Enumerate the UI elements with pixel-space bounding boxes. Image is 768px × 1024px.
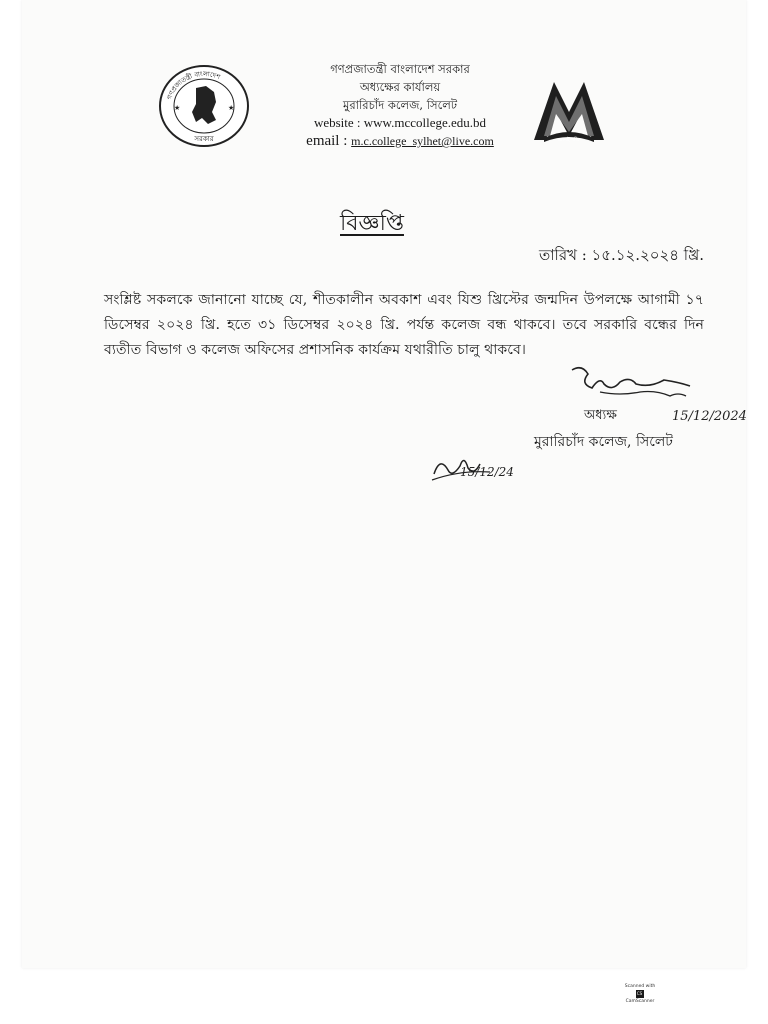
website-label: website : <box>313 115 364 130</box>
email-label: email : <box>306 133 352 149</box>
initials-signature <box>430 446 530 492</box>
header-government: গণপ্রজাতন্ত্রী বাংলাদেশ সরকার <box>330 62 470 76</box>
notice-title: বিজ্ঞপ্তি <box>340 211 404 236</box>
scanner-watermark <box>622 984 658 1014</box>
header-office: অধ্যক্ষের কার্যালয় <box>359 80 441 94</box>
svg-text:★: ★ <box>174 104 181 112</box>
notice-date: তারিখ : ১৫.১২.২০২৪ খ্রি. <box>538 246 704 264</box>
government-seal-icon <box>156 64 252 148</box>
website-value: www.mccollege.edu.bd <box>363 115 487 130</box>
seal-bottom-text: সরকার <box>194 135 214 143</box>
letterhead <box>240 60 560 150</box>
notice-body: সংশ্লিষ্ট সকলকে জানানো যাচ্ছে যে, শীতকালীন অবকাশ এবং যিশু খ্রিস্টের জন্মদিন উপলক্ষে আগামী ১৭ ডিসেম্বর ২০২৪ খ্রি. হতে ৩১ ডিসেম্বর ২০২৪ খ্রি. পর্যন্ত কলেজ বন্ধ থাকবে। তবে সরকারি বন্ধের দিন ব্যতীত বিভাগ ও কলেজ অফিসের প্রশাসনিক কার্যক্রম যথারীতি চালু থাকবে। <box>104 292 704 358</box>
header-email <box>240 132 560 150</box>
email-value: m.c.college_sylhet@live.com <box>351 134 494 148</box>
svg-text:★: ★ <box>228 104 235 112</box>
header-website <box>240 114 560 132</box>
college-logo-icon <box>530 78 608 144</box>
initials-date: 15/12/24 <box>460 465 514 479</box>
signature-date: 15/12/2024 <box>672 409 747 424</box>
logo-motto: জ্ঞানই শক্তি <box>557 137 581 143</box>
seal-top-text: গণপ্রজাতন্ত্রী বাংলাদেশ <box>165 69 222 101</box>
signatory-title: অধ্যক্ষ <box>584 408 617 423</box>
signatory-college: মুরারিচাঁদ কলেজ, সিলেট <box>534 434 673 450</box>
header-college: মুরারিচাঁদ কলেজ, সিলেট <box>342 98 458 112</box>
camscanner-icon: CS <box>636 991 643 996</box>
scanner-line: Scanned with <box>624 984 656 989</box>
scanner-brand: CamScanner <box>625 998 655 1004</box>
